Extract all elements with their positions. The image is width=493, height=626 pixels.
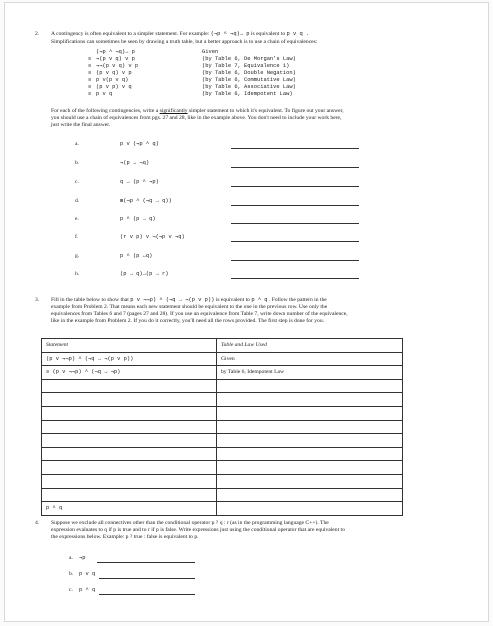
chain-expr: (¬p ^ ¬q)→ p: [96, 49, 135, 55]
answer-blank[interactable]: [231, 241, 359, 242]
table-row: [42, 434, 403, 448]
p3-text: Fill in the table below to show that: [51, 297, 129, 303]
table-row: [42, 379, 403, 393]
item-expression: ⊞(¬p ^ (¬q → q)): [120, 198, 172, 204]
item-label: f.: [75, 234, 79, 240]
item-expression: p ^ (p → q): [120, 216, 156, 222]
item-label: a.: [69, 555, 73, 561]
table-row: [42, 352, 403, 366]
law-cell[interactable]: [217, 488, 403, 502]
problem-2-number: 2.: [35, 31, 40, 37]
answer-blank[interactable]: [231, 205, 359, 206]
item-expression: (r v p) v ¬(¬p v ¬q): [120, 234, 185, 240]
problem-4-line-1: Suppose we exclude all connectives other than the conditional operator p ? q : r (as in the programming language C++). The: [51, 520, 329, 526]
law-cell[interactable]: [217, 447, 403, 461]
chain-reason: (by Table 6, Idempotent Law): [202, 91, 293, 97]
chain-prefix: ≡: [88, 56, 92, 62]
table-row: [42, 447, 403, 461]
chain-expr: ¬¬(p v q) v p: [96, 63, 139, 69]
chain-prefix: ≡: [88, 84, 92, 90]
header-law: Table and Law Used: [217, 339, 403, 353]
answer-blank[interactable]: [231, 223, 359, 224]
intro-example-expr: (¬p ^ ¬q)→ p: [210, 31, 250, 37]
law-cell[interactable]: by Table 6, Idempotent Law: [217, 366, 403, 380]
item-label: b.: [69, 571, 74, 577]
item-expression: ¬p: [79, 555, 86, 561]
chain-prefix: ≡: [88, 77, 92, 83]
chain-reason: (by Table 6, Commutative Law): [202, 77, 296, 83]
statement-cell[interactable]: [42, 420, 217, 434]
answer-blank[interactable]: [231, 186, 359, 187]
item-label: g.: [75, 253, 80, 259]
chain-reason: (by Table 6, Double Negation): [202, 70, 296, 76]
table-header-row: [42, 339, 403, 353]
chain-expr: p v q: [96, 91, 113, 97]
problem-4-line-3: the expressions below. Example: p ? true : false is equivalent to p.: [51, 534, 199, 540]
instr-text: For each of the following contingencies, write a: [51, 108, 159, 114]
law-cell[interactable]: [217, 461, 403, 475]
problem-2-intro-line-1: [51, 31, 309, 37]
header-statement: Statement: [42, 339, 217, 353]
table-row: [42, 420, 403, 434]
chain-reason: (by Table 7, Equivalence 1): [202, 63, 290, 69]
p3-text: is equivalent to: [215, 297, 250, 303]
statement-cell[interactable]: [42, 379, 217, 393]
law-cell[interactable]: Given: [217, 352, 403, 366]
p3-target-expr: p ^ q: [251, 297, 268, 303]
table-row: [42, 406, 403, 420]
item-expression: p v q: [79, 571, 96, 577]
item-expression: (p → q)→(p → r): [120, 271, 169, 277]
problem-4-number: 4.: [35, 520, 40, 526]
item-label: e.: [75, 216, 79, 222]
table-row: [42, 393, 403, 407]
problem-2-intro-line-2: Simplifications can sometimes be seen by drawing a truth table, but a better approach is to use a chain of equivalences:: [51, 39, 318, 45]
p3-text: . Follow the pattern in the: [268, 297, 327, 303]
problem-3-line-2: example from Problem 2. That means each new statement should be equivalent to the one in the previous row. Use only the: [51, 304, 328, 310]
problem-3-line-3: equivalences from Tables 6 and 7 (pages 27 and 28). If you use an equivalence from Table 7, write down number of the equivalence,: [51, 311, 348, 317]
item-label: c.: [75, 179, 79, 185]
intro-example-result: p v q .: [286, 31, 310, 37]
item-label: c.: [69, 587, 73, 593]
item-label: d.: [75, 198, 80, 204]
intro-text: A contingency is often equivalent to a simpler statement. For example:: [51, 31, 210, 37]
answer-blank[interactable]: [99, 594, 195, 595]
problem-3-number: 3.: [35, 297, 40, 303]
law-cell[interactable]: [217, 434, 403, 448]
answer-blank[interactable]: [231, 278, 359, 279]
statement-cell[interactable]: (p v ¬¬p) ^ (¬q → ¬(p v p)): [42, 352, 217, 366]
document-page: [4, 2, 489, 622]
item-expression: ¬(p → ¬q): [120, 160, 150, 166]
table-row: [42, 366, 403, 380]
statement-cell[interactable]: [42, 488, 217, 502]
table-row: [42, 474, 403, 488]
problem-3-line-1: [51, 297, 327, 303]
table-row: [42, 488, 403, 502]
statement-cell[interactable]: p ^ q: [42, 502, 217, 516]
chain-expr: ¬(p v q) v p: [96, 56, 135, 62]
problem-3-line-4: like in the example from Problem 2. If you do it correctly, you'll need all the rows provided. The first step is done for you.: [51, 318, 325, 324]
chain-reason: (by Table 6, De Morgan's Law): [202, 56, 296, 62]
answer-blank[interactable]: [97, 562, 195, 563]
chain-prefix: ≡: [88, 91, 92, 97]
equivalence-table: [41, 338, 403, 516]
chain-expr: (p v p) v q: [96, 84, 132, 90]
statement-cell[interactable]: [42, 474, 217, 488]
chain-prefix: ≡: [88, 70, 92, 76]
intro-is-equiv: is equivalent to: [250, 31, 286, 37]
statement-cell[interactable]: [42, 447, 217, 461]
chain-expr: (p v q) v p: [96, 70, 132, 76]
problem-2-instr-line-1: [51, 108, 344, 114]
item-expression: p ^ (p ↔q): [120, 253, 153, 259]
item-label: b.: [75, 160, 80, 166]
item-expression: q → (p ^ ¬p): [120, 179, 159, 185]
answer-blank[interactable]: [231, 167, 359, 168]
chain-expr: p v(p v q): [96, 77, 129, 83]
statement-cell[interactable]: [42, 461, 217, 475]
statement-cell[interactable]: [42, 434, 217, 448]
chain-reason: (by Table 6, Associative Law): [202, 84, 296, 90]
law-cell[interactable]: [217, 406, 403, 420]
chain-prefix: ≡: [88, 63, 92, 69]
statement-cell[interactable]: ≡ (p v ¬¬p) ^ (¬q → ¬p): [42, 366, 217, 380]
statement-cell[interactable]: [42, 393, 217, 407]
law-cell[interactable]: [217, 502, 403, 516]
item-label: a.: [75, 141, 79, 147]
p3-given-expr: p v ¬¬p) ^ (¬q → ¬(p v p)): [130, 297, 215, 303]
law-cell[interactable]: [217, 420, 403, 434]
statement-cell[interactable]: [42, 406, 217, 420]
item-expression: p ^ q: [79, 587, 96, 593]
problem-2-instr-line-2: you should use a chain of equivalences from pgs. 27 and 28, like in the example above. You don't need to include your work here,: [51, 115, 342, 121]
table-row: [42, 502, 403, 516]
answer-blank[interactable]: [231, 260, 359, 261]
instr-emphasis: significantly: [159, 108, 188, 114]
law-cell[interactable]: [217, 393, 403, 407]
law-cell[interactable]: [217, 379, 403, 393]
chain-reason: Given: [202, 49, 219, 55]
table-row: [42, 461, 403, 475]
problem-4-line-2: expression evaluates to q if p is true and to r if p is false. Write expressions just using the conditional operator that are equivalent to: [51, 527, 345, 533]
answer-blank[interactable]: [231, 148, 359, 149]
answer-blank[interactable]: [99, 578, 195, 579]
law-cell[interactable]: [217, 474, 403, 488]
item-expression: p v (¬p ^ q): [120, 141, 159, 147]
instr-text: simpler statement to which it's equivalent. To figure out your answer,: [188, 108, 344, 114]
problem-2-instr-line-3: just write the final answer.: [51, 122, 111, 128]
item-label: h.: [75, 271, 80, 277]
